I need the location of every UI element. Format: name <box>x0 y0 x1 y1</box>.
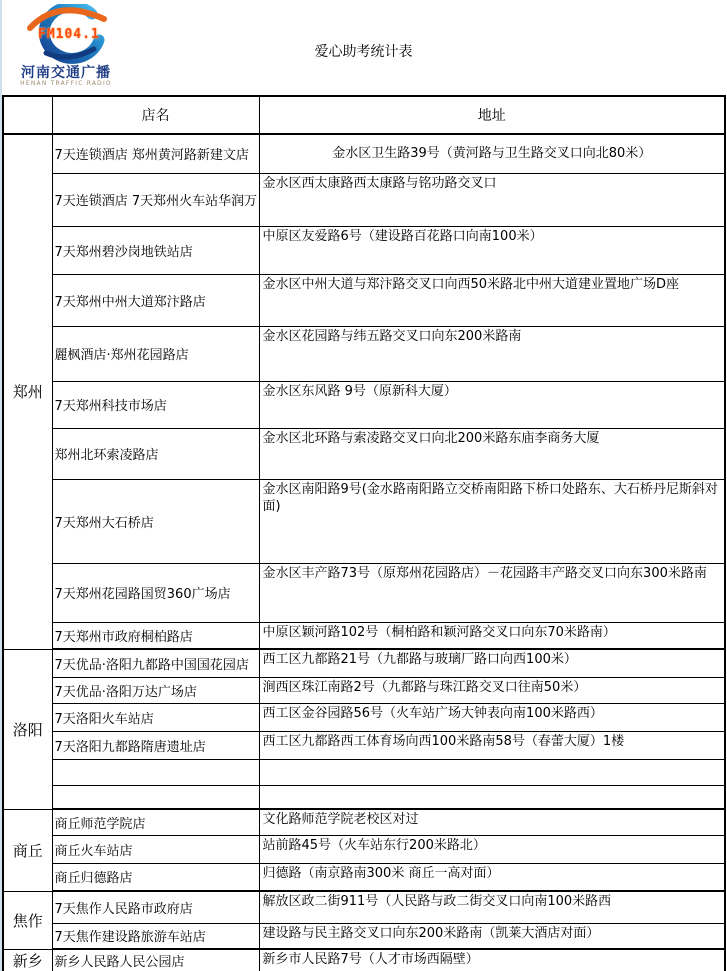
table-row <box>3 785 725 809</box>
store-name-cell: 7天郑州碧沙岗地铁站店 <box>52 226 259 274</box>
city-label: 郑州 <box>3 134 52 649</box>
store-name-cell <box>52 785 259 809</box>
store-name-cell: 商丘师范学院店 <box>52 809 259 835</box>
address-cell <box>259 785 725 809</box>
table-row <box>3 563 725 622</box>
store-name-cell: 7天洛阳火车站店 <box>52 703 259 731</box>
store-name-cell: 7天连锁酒店 7天郑州火车站华润万 <box>52 173 259 226</box>
city-label: 新乡 <box>3 949 52 971</box>
table-row <box>3 274 725 326</box>
table-row <box>3 835 725 863</box>
address-cell: 金水区东风路 9号（原新科大厦） <box>259 381 725 428</box>
header-store-cell: 店名 <box>52 96 259 134</box>
address-cell: 西工区金谷园路56号（火车站广场大钟表向南100米路西） <box>259 703 725 731</box>
store-name-cell: 麗枫酒店·郑州花园路店 <box>52 326 259 381</box>
city-label: 洛阳 <box>3 649 52 809</box>
table-row <box>3 731 725 759</box>
address-cell: 金水区南阳路9号(金水路南阳路立交桥南阳路下桥口处路东、大石桥丹尼斯斜对面) <box>259 479 725 563</box>
table-row <box>3 649 725 677</box>
table-row <box>3 703 725 731</box>
address-cell: 金水区西太康路西太康路与铭功路交叉口 <box>259 173 725 226</box>
store-name-cell: 新乡人民路人民公园店 <box>52 949 259 971</box>
store-name-cell: 7天郑州中州大道郑汴路店 <box>52 274 259 326</box>
store-table <box>2 95 726 971</box>
logo-station-name-cn: 河南交通广播 <box>21 65 111 81</box>
address-cell: 金水区花园路与纬五路交叉口向东200米路南 <box>259 326 725 381</box>
table-row <box>3 891 725 923</box>
address-cell: 金水区中州大道与郑汴路交叉口向西50米路北中州大道建业置地广场D座 <box>259 274 725 326</box>
table-row <box>3 173 725 226</box>
address-cell: 中原区友爱路6号（建设路百花路口向南100米） <box>259 226 725 274</box>
store-name-cell: 7天郑州市政府桐柏路店 <box>52 622 259 649</box>
logo-frequency-text: FM104.1 <box>38 27 100 42</box>
table-row <box>3 226 725 274</box>
table-row <box>3 134 725 173</box>
address-cell: 解放区政二街911号（人民路与政二街交叉口向南100米路西 <box>259 891 725 923</box>
store-name-cell: 郑州北环索凌路店 <box>52 428 259 479</box>
address-cell: 建设路与民主路交叉口向东200米路南（凯莱大酒店对面） <box>259 923 725 949</box>
store-name-cell: 7天郑州大石桥店 <box>52 479 259 563</box>
store-name-cell: 商丘归德路店 <box>52 863 259 891</box>
address-cell: 中原区颖河路102号（桐柏路和颖河路交叉口向东70米路南） <box>259 622 725 649</box>
store-name-cell: 7天郑州科技市场店 <box>52 381 259 428</box>
address-cell: 西工区九都路西工体育场向西100米路南58号（春蕾大厦）1楼 <box>259 731 725 759</box>
address-cell: 金水区北环路与索凌路交叉口向北200米路东庙李商务大厦 <box>259 428 725 479</box>
table-row <box>3 863 725 891</box>
store-name-cell: 7天洛阳九都路隋唐遗址店 <box>52 731 259 759</box>
page-title: 爱心助考统计表 <box>314 44 413 60</box>
table-row <box>3 677 725 703</box>
city-label: 焦作 <box>3 891 52 949</box>
store-name-cell: 7天优品·洛阳万达广场店 <box>52 677 259 703</box>
address-cell: 金水区丰产路73号（原郑州花园路店）－花园路丰产路交叉口向东300米路南 <box>259 563 725 622</box>
address-cell: 新乡市人民路7号（人才市场西隔壁） <box>259 949 725 971</box>
address-cell: 金水区卫生路39号（黄河路与卫生路交叉口向北80米） <box>259 134 725 173</box>
table-row <box>3 923 725 949</box>
table-row <box>3 759 725 785</box>
store-name-cell: 7天焦作建设路旅游车站店 <box>52 923 259 949</box>
header-address-cell: 地址 <box>259 96 725 134</box>
table-row <box>3 479 725 563</box>
page-header <box>0 0 727 95</box>
address-cell: 文化路师范学院老校区对过 <box>259 809 725 835</box>
address-cell: 涧西区珠江南路2号（九都路与珠江路交叉口往南50米） <box>259 677 725 703</box>
store-name-cell: 商丘火车站店 <box>52 835 259 863</box>
table-header-row <box>3 96 725 134</box>
address-cell: 站前路45号（火车站东行200米路北） <box>259 835 725 863</box>
table-row <box>3 381 725 428</box>
logo-station-name-en: HENAN TRAFFIC RADIO <box>20 80 112 87</box>
store-name-cell <box>52 759 259 785</box>
store-name-cell: 7天焦作人民路市政府店 <box>52 891 259 923</box>
table-row <box>3 949 725 971</box>
table-row <box>3 428 725 479</box>
address-cell: 归德路（南京路南300米 商丘一高对面） <box>259 863 725 891</box>
store-name-cell: 7天优品·洛阳九都路中国国花园店 <box>52 649 259 677</box>
address-cell <box>259 759 725 785</box>
store-name-cell: 7天连锁酒店 郑州黄河路新建文店 <box>52 134 259 173</box>
table-row <box>3 622 725 649</box>
city-label: 商丘 <box>3 809 52 891</box>
address-cell: 西工区九都路21号（九都路与玻璃厂路口向西100米） <box>259 649 725 677</box>
table-row <box>3 326 725 381</box>
store-name-cell: 7天郑州花园路国贸360广场店 <box>52 563 259 622</box>
table-row <box>3 809 725 835</box>
header-city-cell <box>3 96 52 134</box>
